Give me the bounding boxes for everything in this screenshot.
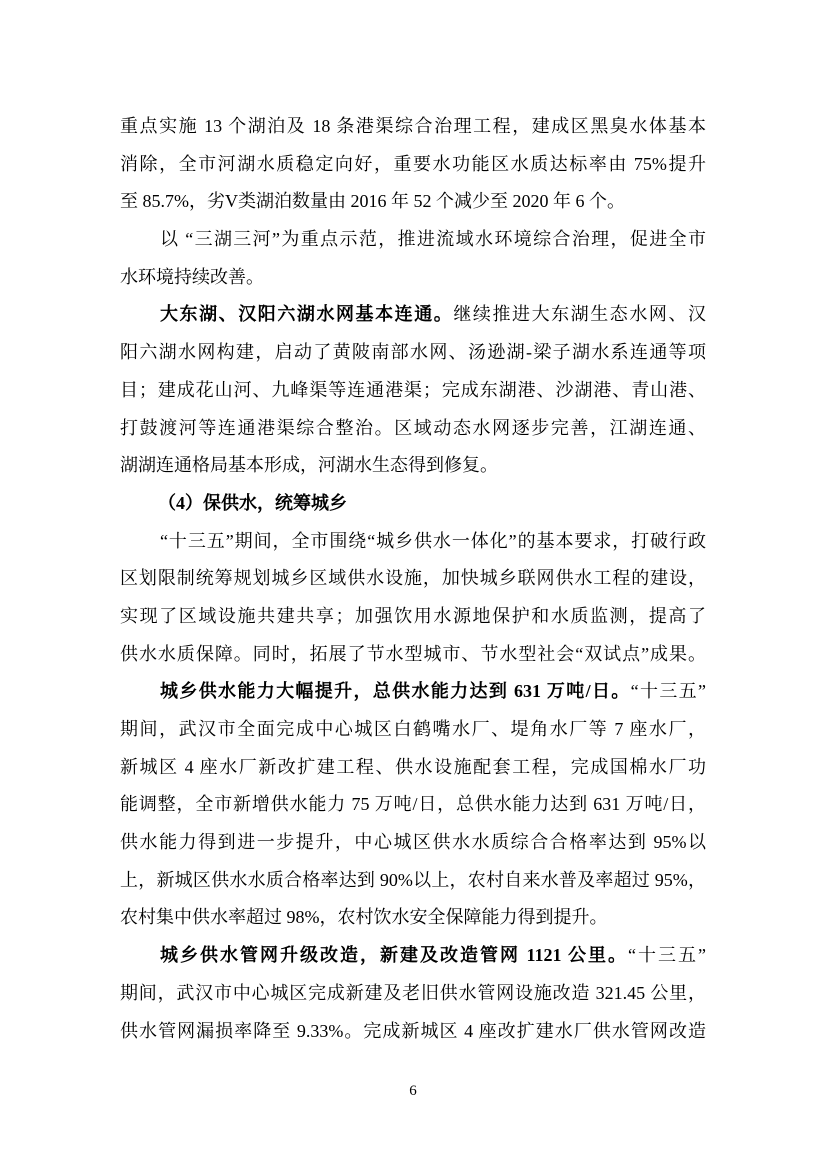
line-text: 继续推进大东湖生态水网、汉 — [453, 304, 707, 325]
paragraph — [120, 523, 706, 674]
text-line — [120, 296, 706, 334]
text-line — [120, 636, 706, 674]
line-text: “十三五”期间，全市围绕“城乡供水一体化”的基本要求，打破行政 — [160, 530, 706, 551]
line-text: 至 85.7%，劣V类湖泊数量由 2016 年 52 个减少至 2020 年 6 个。 — [120, 191, 625, 212]
line-text: 湖湖连通格局基本形成，河湖水生态得到修复。 — [120, 455, 498, 476]
line-text: 打鼓渡河等连通港渠综合整治。区域动态水网逐步完善，江湖连通、 — [120, 417, 706, 438]
text-line — [120, 259, 706, 297]
text-line — [120, 899, 706, 937]
line-text: 农村集中供水率超过 98%，农村饮水安全保障能力得到提升。 — [120, 907, 608, 928]
line-text: 期间，武汉市中心城区完成新建及老旧供水管网设施改造 321.45 公里， — [120, 982, 706, 1003]
section-heading: （4）保供水，统筹城乡 — [158, 492, 347, 513]
line-text: 以 “三湖三河”为重点示范，推进流域水环境综合治理，促进全市 — [160, 229, 706, 250]
text-line — [120, 523, 706, 561]
paragraph — [120, 221, 706, 296]
line-text: 阳六湖水网构建，启动了黄陂南部水网、汤逊湖-梁子湖水系连通等项 — [120, 342, 706, 363]
text-line — [120, 560, 706, 598]
text-line — [120, 598, 706, 636]
paragraph — [120, 937, 706, 1050]
text-line — [120, 937, 706, 975]
text-line — [120, 221, 706, 259]
text-line — [120, 862, 706, 900]
line-text: “十三五” — [628, 945, 706, 966]
line-text: 供水能力得到进一步提升，中心城区供水水质综合合格率达到 95%以 — [120, 832, 706, 853]
line-text: 消除，全市河湖水质稳定向好，重要水功能区水质达标率由 75%提升 — [120, 153, 706, 174]
text-line — [120, 673, 706, 711]
text-line — [120, 334, 706, 372]
line-text: 上，新城区供水水质合格率达到 90%以上，农村自来水普及率超过 95%， — [120, 869, 706, 890]
text-line — [120, 1013, 706, 1051]
text-line — [120, 183, 706, 221]
paragraph — [120, 108, 706, 221]
line-text: 期间，武汉市全面完成中心城区白鹤嘴水厂、堤角水厂等 7 座水厂， — [120, 719, 706, 739]
text-line — [120, 975, 706, 1013]
body-text — [120, 108, 706, 1050]
page-number: 6 — [409, 1083, 417, 1099]
text-line — [120, 410, 706, 448]
text-line — [120, 108, 706, 146]
text-line — [120, 447, 706, 485]
paragraph-lead-bold: 大东湖、汉阳六湖水网基本连通。 — [160, 304, 454, 325]
paragraph — [120, 296, 706, 484]
line-text: 供水水质保障。同时，拓展了节水型城市、节水型社会“双试点”成果。 — [120, 643, 706, 664]
text-line — [120, 711, 706, 749]
text-line — [120, 786, 706, 824]
paragraph — [120, 673, 706, 937]
paragraph-lead-bold: 城乡供水能力大幅提升，总供水能力达到 631 万吨/日。 — [160, 681, 631, 702]
line-text: 目；建成花山河、九峰渠等连通港渠；完成东湖港、沙湖港、青山港、 — [120, 379, 706, 400]
text-line — [120, 824, 706, 862]
line-text: 能调整，全市新增供水能力 75 万吨/日，总供水能力达到 631 万吨/日， — [120, 794, 706, 815]
line-text: 重点实施 13 个湖泊及 18 条港渠综合治理工程，建成区黑臭水体基本 — [120, 116, 706, 136]
line-text: 实现了区域设施共建共享；加强饮用水源地保护和水质监测，提高了 — [120, 605, 706, 626]
line-text: 区划限制统筹规划城乡区域供水设施，加快城乡联网供水工程的建设， — [120, 568, 706, 589]
line-text: 新城区 4 座水厂新改扩建工程、供水设施配套工程，完成国棉水厂功 — [120, 756, 706, 777]
paragraph-lead-bold: 城乡供水管网升级改造，新建及改造管网 1121 公里。 — [160, 945, 629, 966]
text-line — [120, 749, 706, 787]
text-line — [120, 372, 706, 410]
text-line — [120, 146, 706, 184]
line-text: 供水管网漏损率降至 9.33%。完成新城区 4 座改扩建水厂供水管网改造 — [120, 1020, 706, 1041]
line-text: “十三五” — [630, 681, 707, 702]
line-text: 水环境持续改善。 — [120, 266, 264, 287]
